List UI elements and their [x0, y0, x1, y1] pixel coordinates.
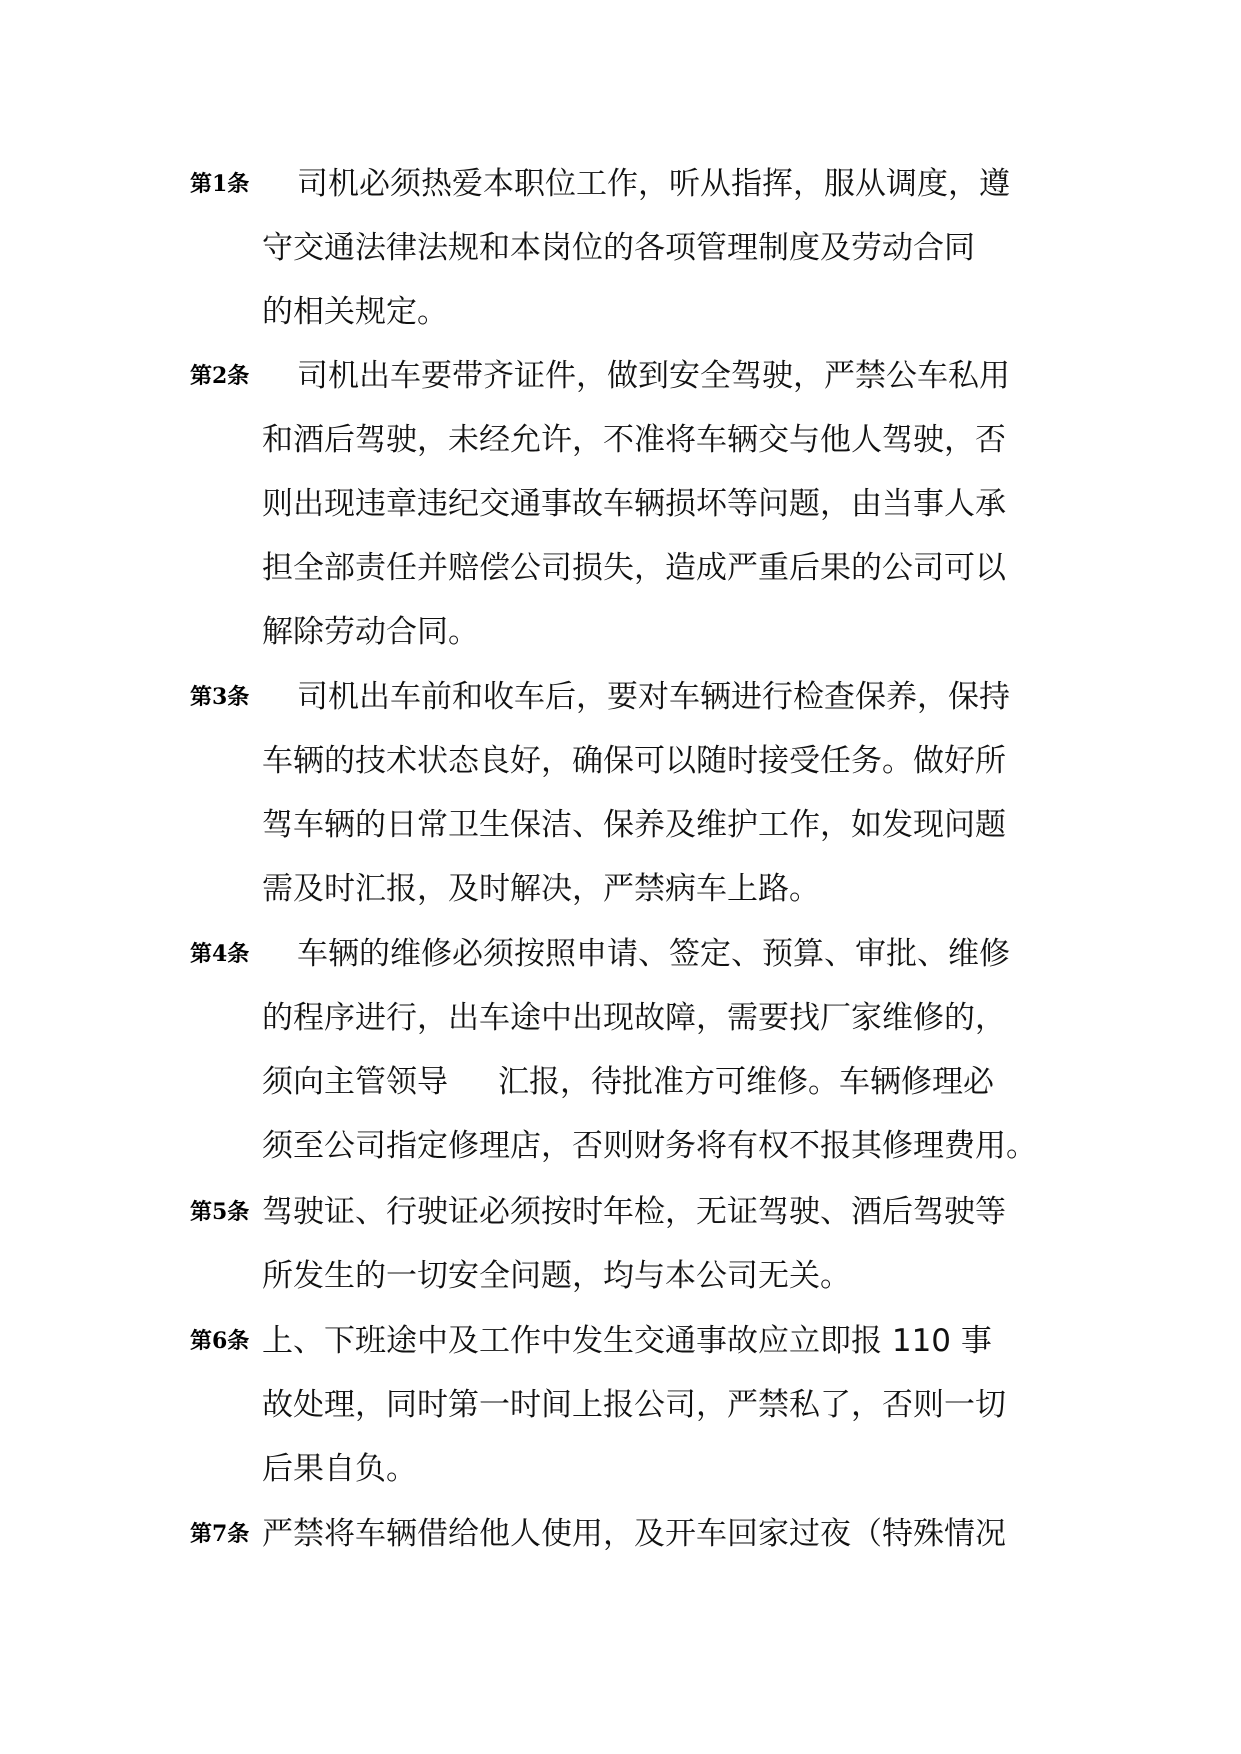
article-label: 第7条: [190, 1521, 250, 1547]
article-line: 则出现违章违纪交通事故车辆损坏等问题，由当事人承: [262, 486, 1006, 522]
article-line: 司机必须热爱本职位工作，听从指挥，服从调度，遵: [297, 166, 1010, 202]
article-line: 上、下班途中及工作中发生交通事故应立即报 110 事: [262, 1323, 992, 1359]
article-label: 第2条: [190, 363, 250, 389]
article-line-tail: 汇报，待批准方可维修。车辆修理必: [498, 1064, 994, 1100]
article-line: [262, 1050, 1062, 1114]
article-line: 守交通法律法规和本岗位的各项管理制度及劳动合同: [262, 230, 975, 266]
article-line: 须至公司指定修理店，否则财务将有权不报其修理费用。: [262, 1128, 1037, 1164]
article-line: 后果自负。: [262, 1451, 417, 1487]
article-line: 车辆的维修必须按照申请、签定、预算、审批、维修: [297, 936, 1010, 972]
article-line: 担全部责任并赔偿公司损失，造成严重后果的公司可以: [262, 550, 1006, 586]
article-label: 第1条: [190, 171, 250, 197]
article-line: 故处理，同时第一时间上报公司，严禁私了，否则一切: [262, 1387, 1006, 1423]
article-line: 严禁将车辆借给他人使用，及开车回家过夜（特殊情况: [262, 1516, 1006, 1552]
article-line: 的程序进行，出车途中出现故障，需要找厂家维修的，: [262, 1000, 1006, 1036]
article-line: 解除劳动合同。: [262, 614, 479, 650]
article-line: 驾驶证、行驶证必须按时年检，无证驾驶、酒后驾驶等: [262, 1194, 1006, 1230]
article-line: 车辆的技术状态良好，确保可以随时接受任务。做好所: [262, 743, 1006, 779]
article-line: 需及时汇报，及时解决，严禁病车上路。: [262, 871, 820, 907]
article-line: 所发生的一切安全问题，均与本公司无关。: [262, 1258, 851, 1294]
article-line: 的相关规定。: [262, 294, 448, 330]
article-line: 和酒后驾驶，未经允许，不准将车辆交与他人驾驶，否: [262, 422, 1006, 458]
article-line-head: 须向主管领导: [262, 1064, 448, 1100]
article-line: 司机出车要带齐证件，做到安全驾驶，严禁公车私用: [297, 358, 1010, 394]
article-label: 第5条: [190, 1199, 250, 1225]
article-label: 第3条: [190, 684, 250, 710]
article-label: 第6条: [190, 1328, 250, 1354]
article-line: 司机出车前和收车后，要对车辆进行检查保养，保持: [297, 679, 1010, 715]
article-line: 驾车辆的日常卫生保洁、保养及维护工作，如发现问题: [262, 807, 1006, 843]
article-label: 第4条: [190, 941, 250, 967]
